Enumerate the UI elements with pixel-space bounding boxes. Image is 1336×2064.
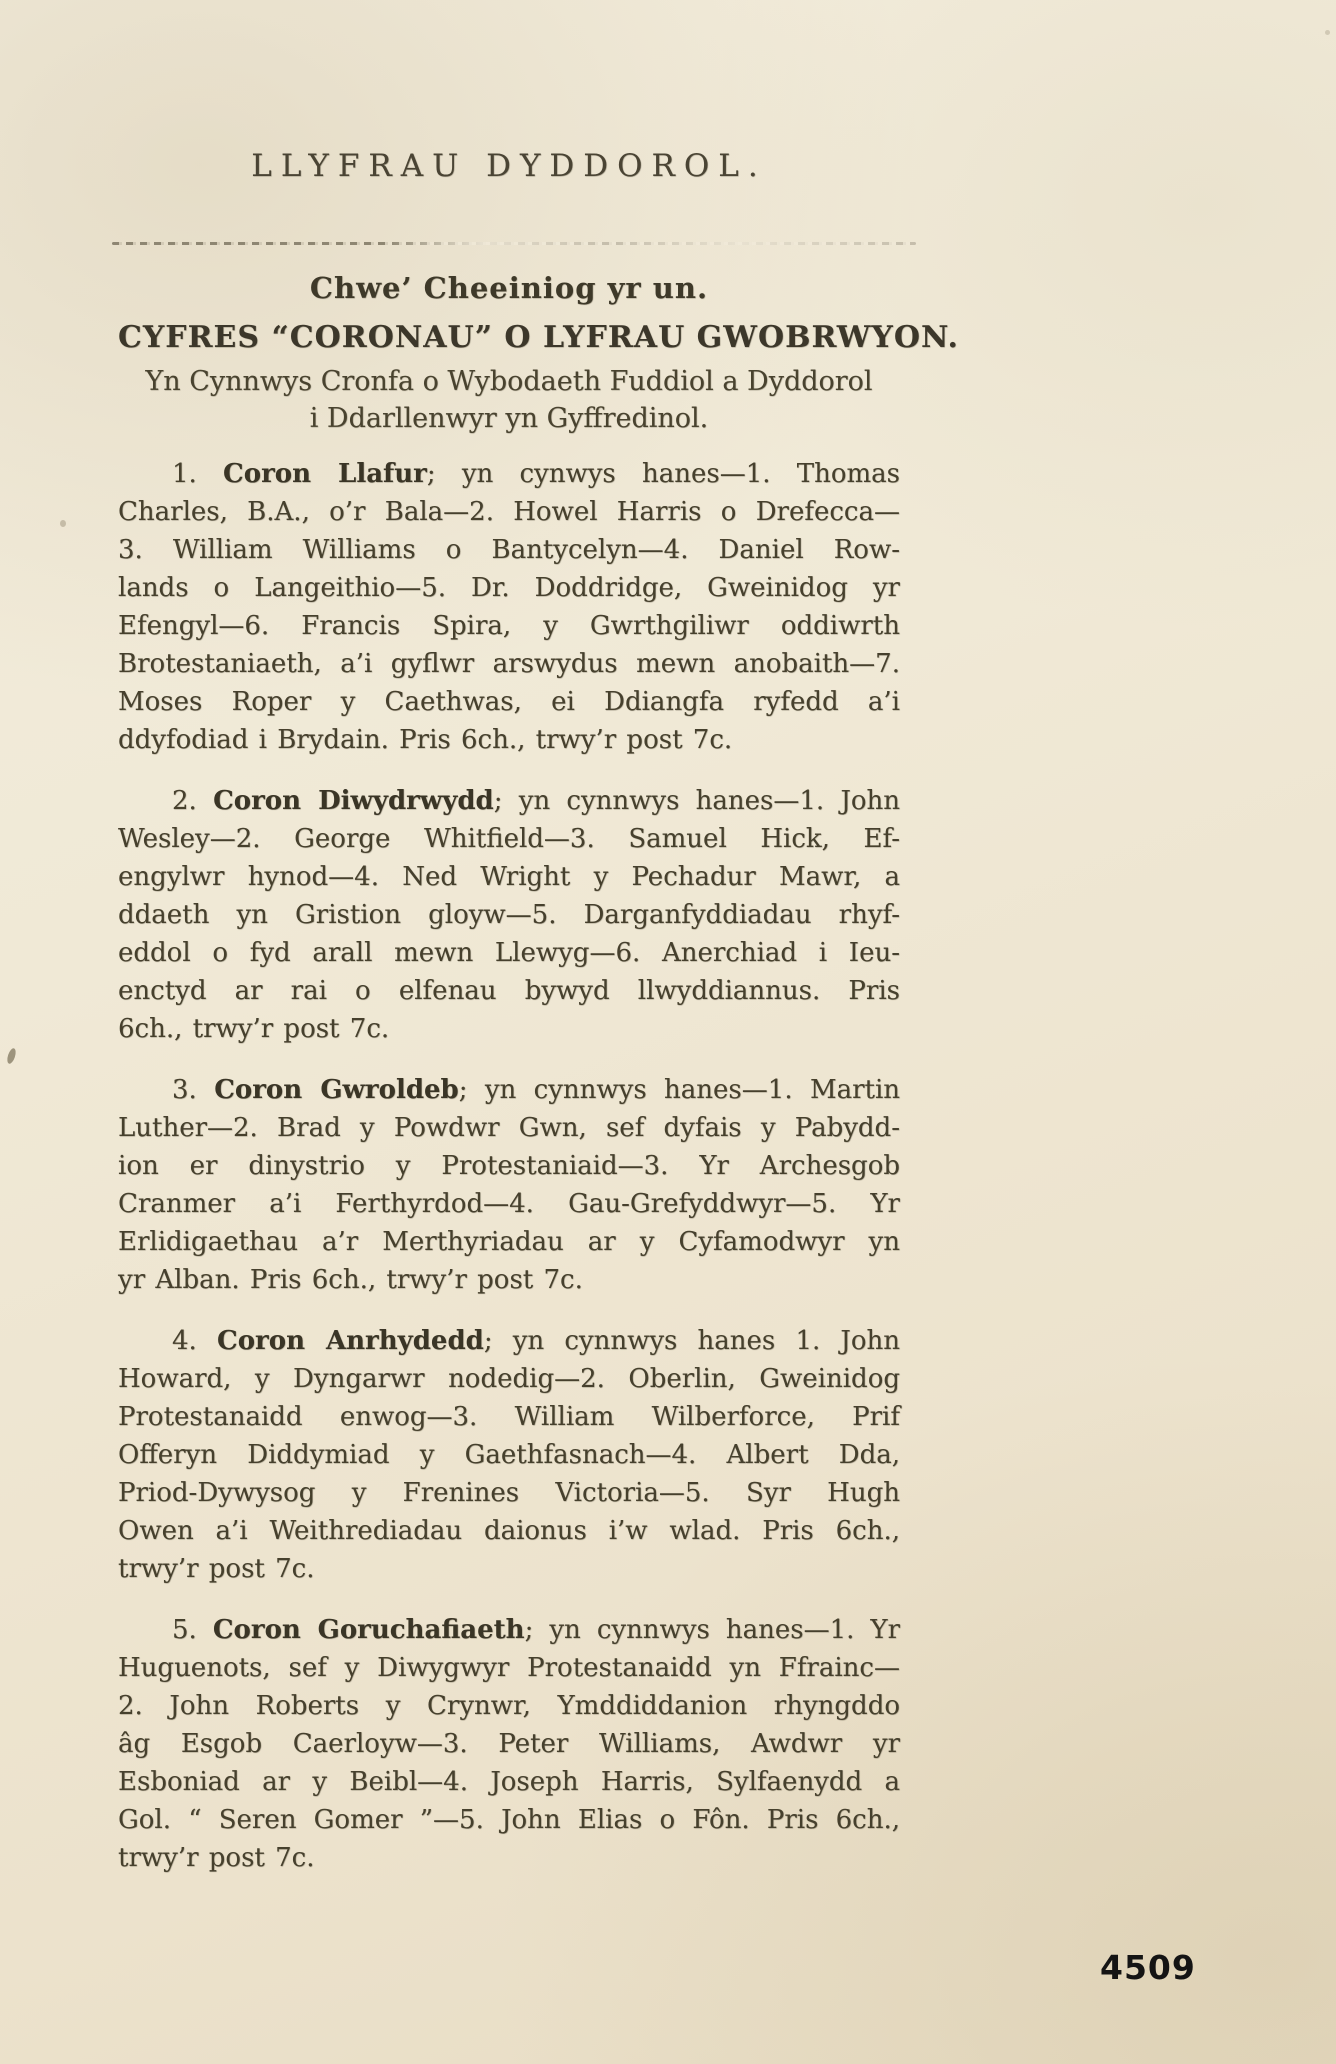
book-item-1 [118,455,900,759]
paragraph-line: Owen a’i Weithrediadau daionus i’w wlad. Pris 6ch., [118,1516,900,1546]
paragraph-line [118,1071,900,1109]
item-number: 5. [172,1615,197,1645]
paragraph-line: Huguenots, sef y Diwygwyr Protestanaidd yn Ffrainc— [118,1653,900,1683]
paragraph-line: ion er dinystrio y Protestaniaid—3. Yr Archesgob [118,1151,900,1181]
paragraph-line: Brotestaniaeth, a’i gyflwr arswydus mewn anobaith—7. [118,649,900,679]
paragraph-line [118,782,900,820]
item-number: 3. [172,1075,197,1105]
paragraph-line: Erlidigaethau a’r Merthyriadau ar y Cyfamodwyr yn [118,1227,900,1257]
item-title: Coron Anrhydedd [217,1326,484,1356]
paper-speck [60,520,66,527]
item-text: ; yn cynnwys hanes 1. John [483,1326,901,1356]
item-number: 4. [172,1326,197,1356]
page-number: 4509 [1100,1948,1196,1987]
paragraph-line: ddaeth yn Gristion gloyw—5. Darganfyddiadau rhyf- [118,900,900,930]
paragraph-line: trwy’r post 7c. [118,1554,315,1584]
series-title: CYFRES “CORONAU” O LYFRAU GWOBRWYON. [118,320,959,355]
item-number: 1. [172,459,197,489]
paragraph-line: 2. John Roberts y Crynwr, Ymddiddanion rhyngddo [118,1691,900,1721]
subtitle-line-2: i Ddarllenwyr yn Gyffredinol. [309,403,709,434]
paragraph-line: eddol o fyd arall mewn Llewyg—6. Anerchiad i Ieu- [118,938,900,968]
horizontal-rule [112,242,916,245]
paragraph-line: Moses Roper y Caethwas, ei Ddiangfa ryfedd a’i [118,687,900,717]
item-title: Coron Goruchafiaeth [212,1615,525,1645]
book-item-3 [118,1071,900,1299]
paragraph-line: engylwr hynod—4. Ned Wright y Pechadur Mawr, a [118,862,900,892]
paragraph-line: ddyfodiad i Brydain. Pris 6ch., trwy’r post 7c. [118,725,733,755]
paragraph-line: enctyd ar rai o elfenau bywyd llwyddiannus. Pris [118,976,900,1006]
paper-speck [6,1047,18,1064]
book-item-5 [118,1611,900,1877]
paragraph-line: âg Esgob Caerloyw—3. Peter Williams, Awdwr yr [118,1729,900,1759]
paragraph-line [118,1611,900,1649]
paragraph-line: Efengyl—6. Francis Spira, y Gwrthgiliwr oddiwrth [118,611,900,641]
paragraph-line: Gol. “ Seren Gomer ”—5. John Elias o Fôn. Pris 6ch., [118,1805,900,1835]
item-text: ; yn cynnwys hanes—1. Martin [458,1075,901,1105]
paragraph-line: 3. William Williams o Bantycelyn—4. Daniel Row- [118,535,900,565]
paragraph-line: Offeryn Diddymiad y Gaethfasnach—4. Albert Dda, [118,1440,900,1470]
paragraph-line: trwy’r post 7c. [118,1843,315,1873]
paragraph-line [118,455,900,493]
book-list [118,455,900,1877]
item-text: ; yn cynnwys hanes—1. Yr [524,1615,901,1645]
paragraph-line: Charles, B.A., o’r Bala—2. Howel Harris o Drefecca— [118,497,900,527]
item-number: 2. [172,786,197,816]
item-text: ; yn cynwys hanes—1. Thomas [426,459,900,489]
paper-speck [1325,30,1330,35]
paragraph-line: Priod-Dywysog y Frenines Victoria—5. Syr Hugh [118,1478,900,1508]
paragraph-line [118,1322,900,1360]
paragraph-line: yr Alban. Pris 6ch., trwy’r post 7c. [118,1265,583,1295]
item-title: Coron Gwroldeb [214,1075,459,1105]
paragraph-line: Wesley—2. George Whitfield—3. Samuel Hick, Ef- [118,824,900,854]
item-title: Coron Llafur [223,459,427,489]
item-text: ; yn cynnwys hanes—1. John [493,786,901,816]
book-item-4 [118,1322,900,1588]
item-title: Coron Diwydrwydd [213,786,494,816]
paragraph-line: Protestanaidd enwog—3. William Wilberforce, Prif [118,1402,900,1432]
paragraph-line: Esboniad ar y Beibl—4. Joseph Harris, Sylfaenydd a [118,1767,900,1797]
paragraph-line: Cranmer a’i Ferthyrdod—4. Gau-Grefyddwyr—5. Yr [118,1189,900,1219]
paragraph-line: 6ch., trwy’r post 7c. [118,1014,390,1044]
paragraph-line: lands o Langeithio—5. Dr. Doddridge, Gweinidog yr [118,573,900,603]
text-column [118,148,959,1900]
book-item-2 [118,782,900,1048]
paragraph-line: Luther—2. Brad y Powdwr Gwn, sef dyfais y Pabydd- [118,1113,900,1143]
price-line: Chwe’ Cheeiniog yr un. [309,271,709,305]
subtitle-line-1: Yn Cynnwys Cronfa o Wybodaeth Fuddiol a Dyddorol [145,366,873,397]
page-title: LLYFRAU DYDDOROL. [251,148,767,184]
paragraph-line: Howard, y Dyngarwr nodedig—2. Oberlin, Gweinidog [118,1364,900,1394]
series-subtitle [118,363,900,437]
